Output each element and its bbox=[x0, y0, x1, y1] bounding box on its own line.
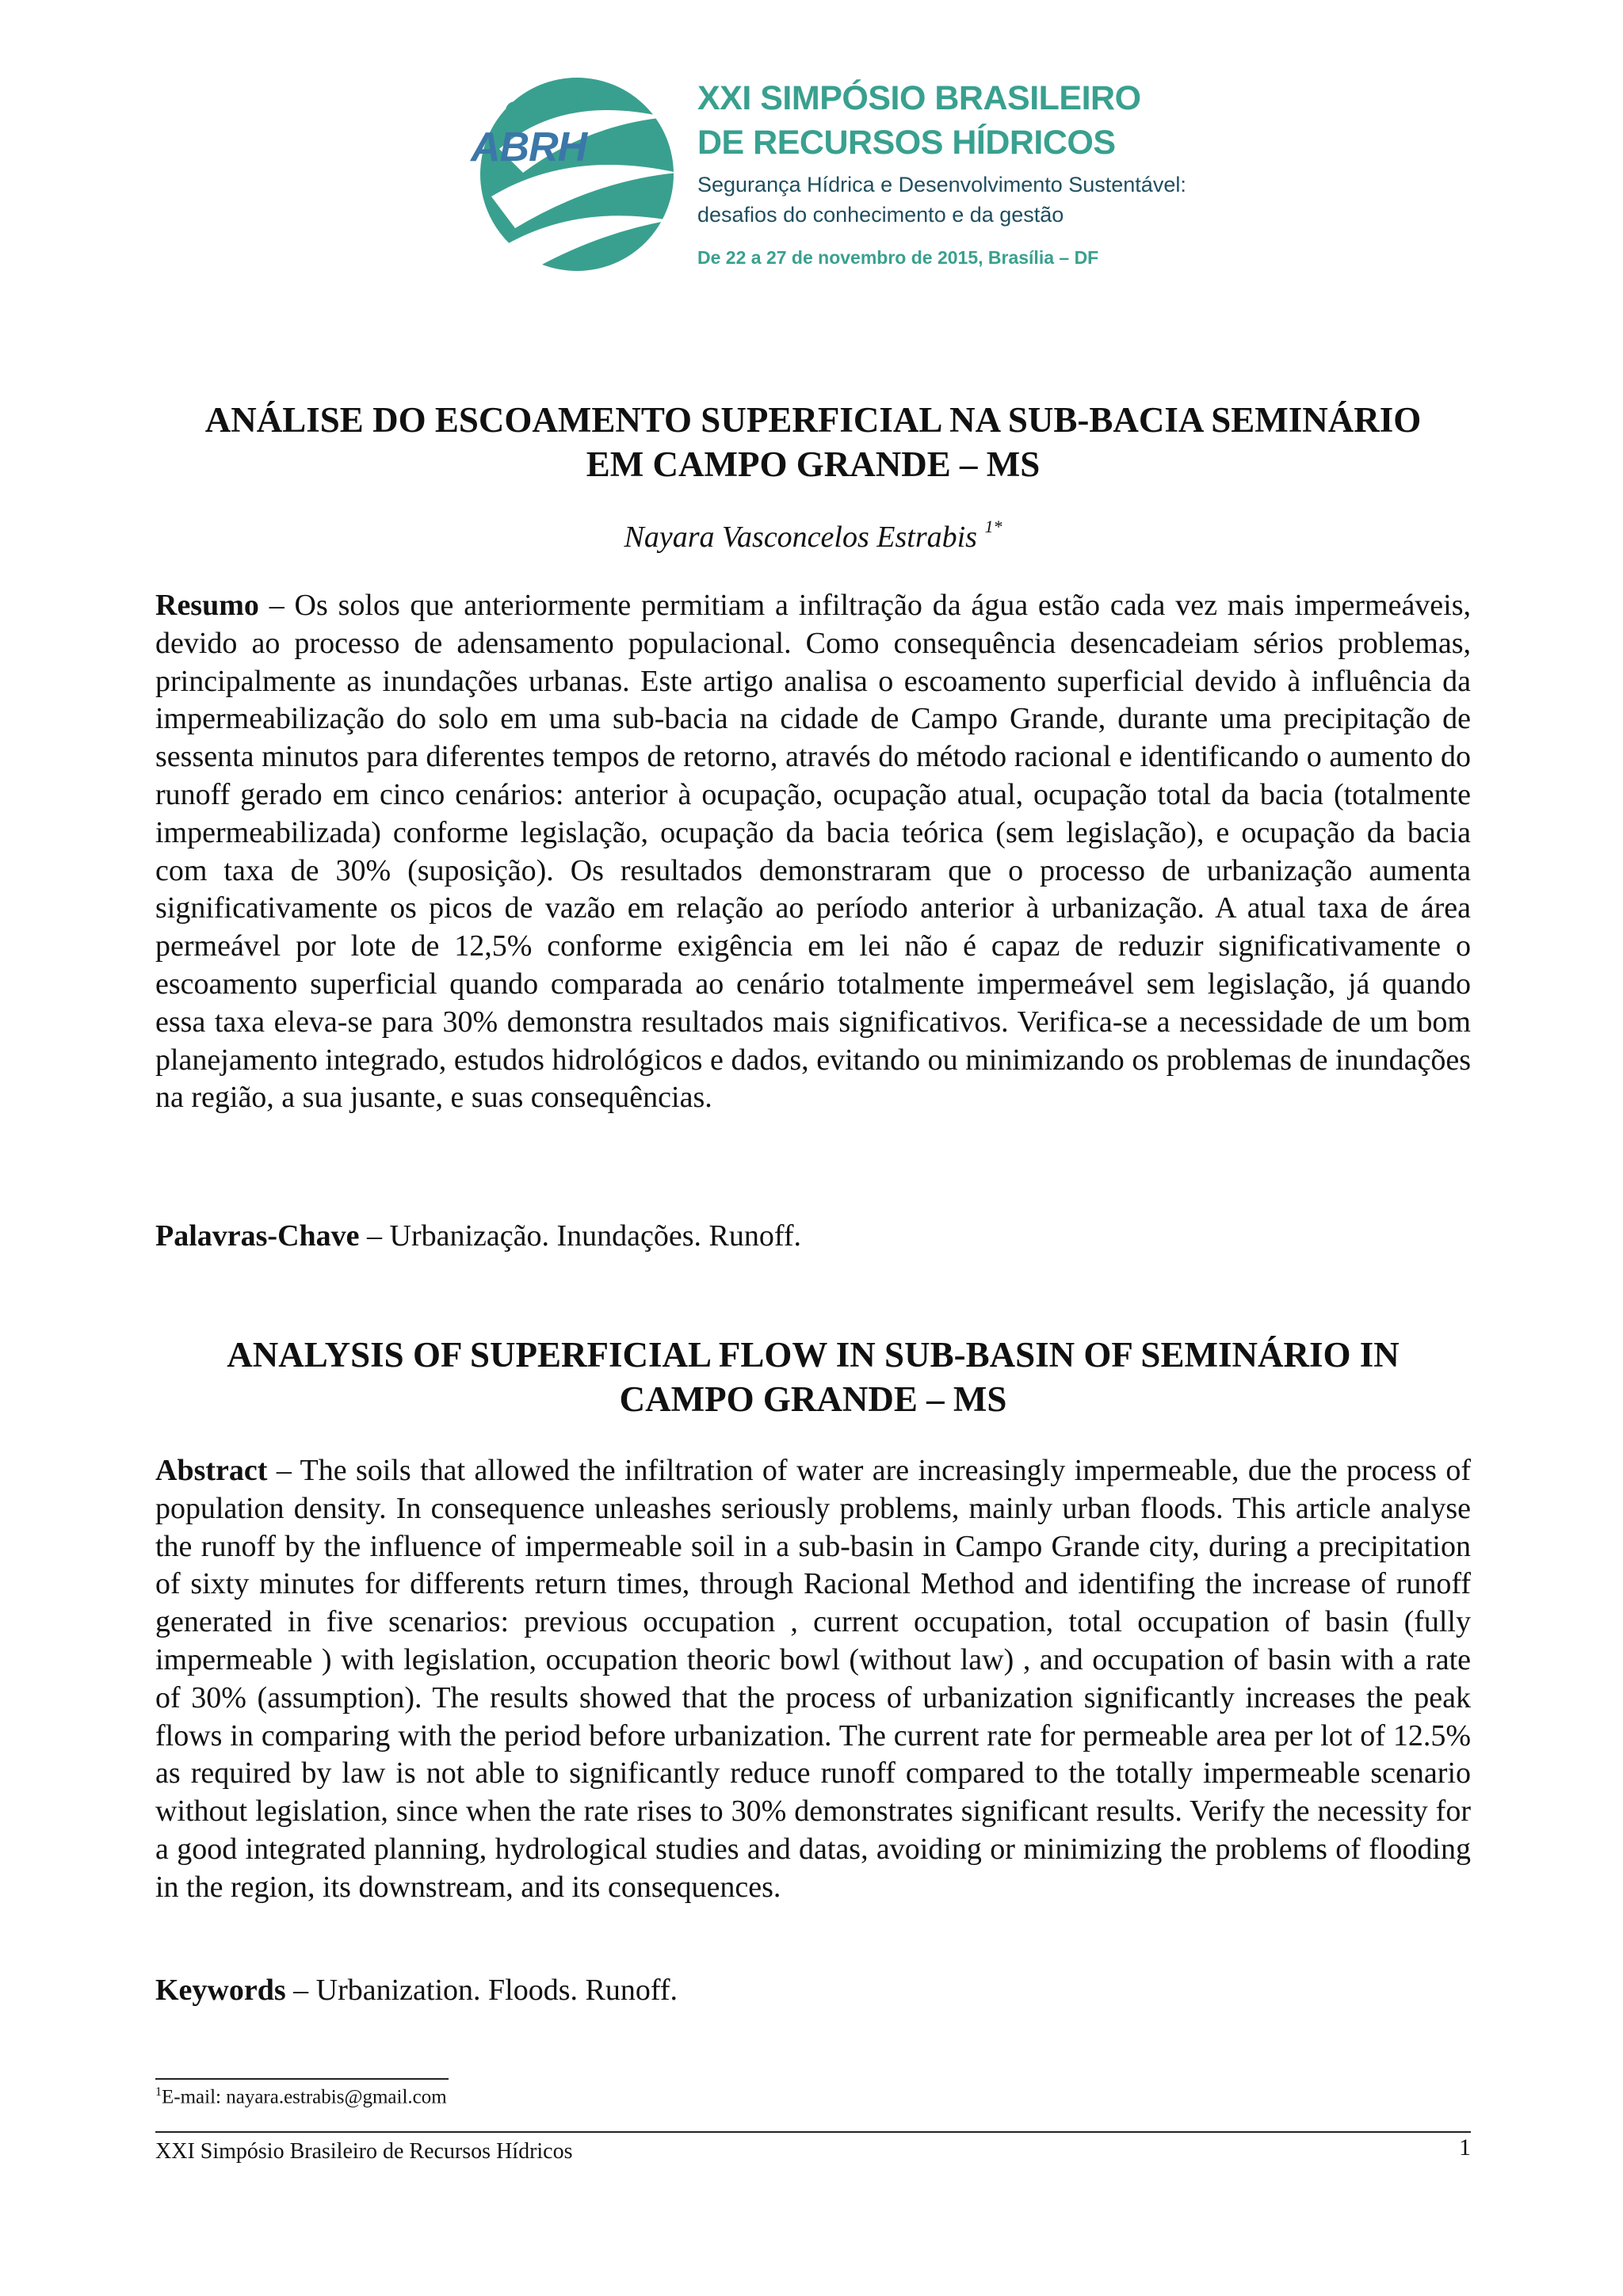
abstract-dash: – bbox=[276, 1454, 292, 1487]
resumo-label: Resumo bbox=[155, 589, 259, 622]
footer-divider bbox=[155, 2131, 1471, 2133]
palavras-chave bbox=[155, 1219, 1471, 1253]
abstract-paragraph bbox=[155, 1452, 1471, 1907]
paper-title-en-line2: CAMPO GRANDE – MS bbox=[619, 1379, 1007, 1419]
resumo-text: Os solos que anteriormente permitiam a infiltração da água estão cada vez mais impermeáveis, devido ao processo de adensamento populacional. Como consequência desencadeiam sérios problemas, principalmente as inundações urbanas. Este artigo analisa o escoamento superficial devido à influência da impermeabilização do solo em uma sub-bacia na cidade de Campo Grande, durante uma precipitação de sessenta minutos para diferentes tempos de retorno, através do método racional e identificando o aumento do runoff gerado em cinco cenários: anterior à ocupação, ocupação atual, ocupação total da bacia (totalmente impermeabilizada) conforme legislação, ocupação da bacia teórica (sem legislação), e ocupação da bacia com taxa de 30% (suposição). Os resultados demonstraram que o processo de urbanização aumenta significativamente os picos de vazão em relação ao período anterior à urbanização. A atual taxa de área permeável por lote de 12,5% conforme exigência em lei não é capaz de reduzir significativamente o escoamento superficial quando comparada ao cenário totalmente impermeável sem legislação, já quando essa taxa eleva-se para 30% demonstra resultados mais significativos. Verifica-se a necessidade de um bom planejamento integrado, estudos hidrológicos e dados, evitando ou minimizando os problemas de inundações na região, a sua jusante, e suas consequências. bbox=[155, 589, 1472, 1115]
conference-title-line1: XXI SIMPÓSIO BRASILEIRO bbox=[697, 79, 1141, 117]
conference-theme bbox=[697, 170, 1186, 230]
author-name: Nayara Vasconcelos Estrabis bbox=[624, 521, 977, 554]
conference-theme-line1: Segurança Hídrica e Desenvolvimento Sustentável: bbox=[697, 173, 1186, 196]
keywords-label: Keywords bbox=[155, 1974, 286, 2007]
footnote-email: E-mail: nayara.estrabis@gmail.com bbox=[162, 2086, 447, 2108]
footnote bbox=[155, 2085, 447, 2108]
author bbox=[155, 517, 1471, 555]
paper-title-en-line1: ANALYSIS OF SUPERFICIAL FLOW IN SUB-BASIN OF SEMINÁRIO IN bbox=[227, 1335, 1400, 1375]
author-footnote-mark: 1* bbox=[984, 517, 1002, 536]
conference-dates: De 22 a 27 de novembro de 2015, Brasília – DF bbox=[697, 247, 1099, 268]
page-number: 1 bbox=[1459, 2134, 1471, 2161]
conference-title bbox=[697, 76, 1141, 165]
keywords-text: Urbanization. Floods. Runoff. bbox=[315, 1974, 678, 2007]
keywords bbox=[155, 1973, 1471, 2008]
footnote-mark: 1 bbox=[155, 2085, 162, 2099]
keywords-dash: – bbox=[293, 1974, 309, 2007]
abrh-logo bbox=[468, 62, 689, 284]
abstract-label: Abstract bbox=[155, 1454, 268, 1487]
palavras-chave-text: Urbanização. Inundações. Runoff. bbox=[389, 1219, 802, 1253]
abstract-text: The soils that allowed the infiltration of water are increasingly impermeable, due the process of population density. In consequence unleashes seriously problems, mainly urban floods. This article analyse the runoff by the influence of impermeable soil in a sub-basin in Campo Grande city, during a precipitation of sixty minutes for differents return times, through Racional Method and identifing the increase of runoff generated in five scenarios: previous occupation , current occupation, total occupation of basin (fully impermeable ) with legislation, occupation theoric bowl (without law) , and occupation of basin with a rate of 30% (assumption). The results showed that the process of urbanization significantly increases the peak flows in comparing with the period before urbanization. The current rate for permeable area per lot of 12.5% as required by law is not able to significantly reduce runoff compared to the totally impermeable scenario without legislation, since when the rate rises to 30% demonstrates significant results. Verify the necessity for a good integrated planning, hydrological studies and datas, avoiding or minimizing the problems of flooding in the region, its downstream, and its consequences. bbox=[155, 1454, 1471, 1904]
conference-header bbox=[468, 62, 1186, 292]
palavras-chave-label: Palavras-Chave bbox=[155, 1219, 360, 1253]
paper-title-pt-line1: ANÁLISE DO ESCOAMENTO SUPERFICIAL NA SUB-BACIA SEMINÁRIO bbox=[204, 400, 1422, 440]
paper-title-pt bbox=[155, 398, 1471, 486]
paper-title-en bbox=[155, 1333, 1471, 1421]
abrh-logo-text: ABRH bbox=[471, 124, 587, 170]
resumo-dash: – bbox=[269, 589, 285, 622]
footer-conference-name: XXI Simpósio Brasileiro de Recursos Hídricos bbox=[155, 2139, 573, 2164]
conference-title-line2: DE RECURSOS HÍDRICOS bbox=[697, 124, 1116, 162]
conference-theme-line2: desafios do conhecimento e da gestão bbox=[697, 203, 1064, 227]
footnote-divider bbox=[155, 2078, 449, 2080]
resumo-paragraph bbox=[155, 587, 1471, 1117]
palavras-chave-dash: – bbox=[367, 1219, 383, 1253]
paper-title-pt-line2: EM CAMPO GRANDE – MS bbox=[586, 444, 1041, 484]
